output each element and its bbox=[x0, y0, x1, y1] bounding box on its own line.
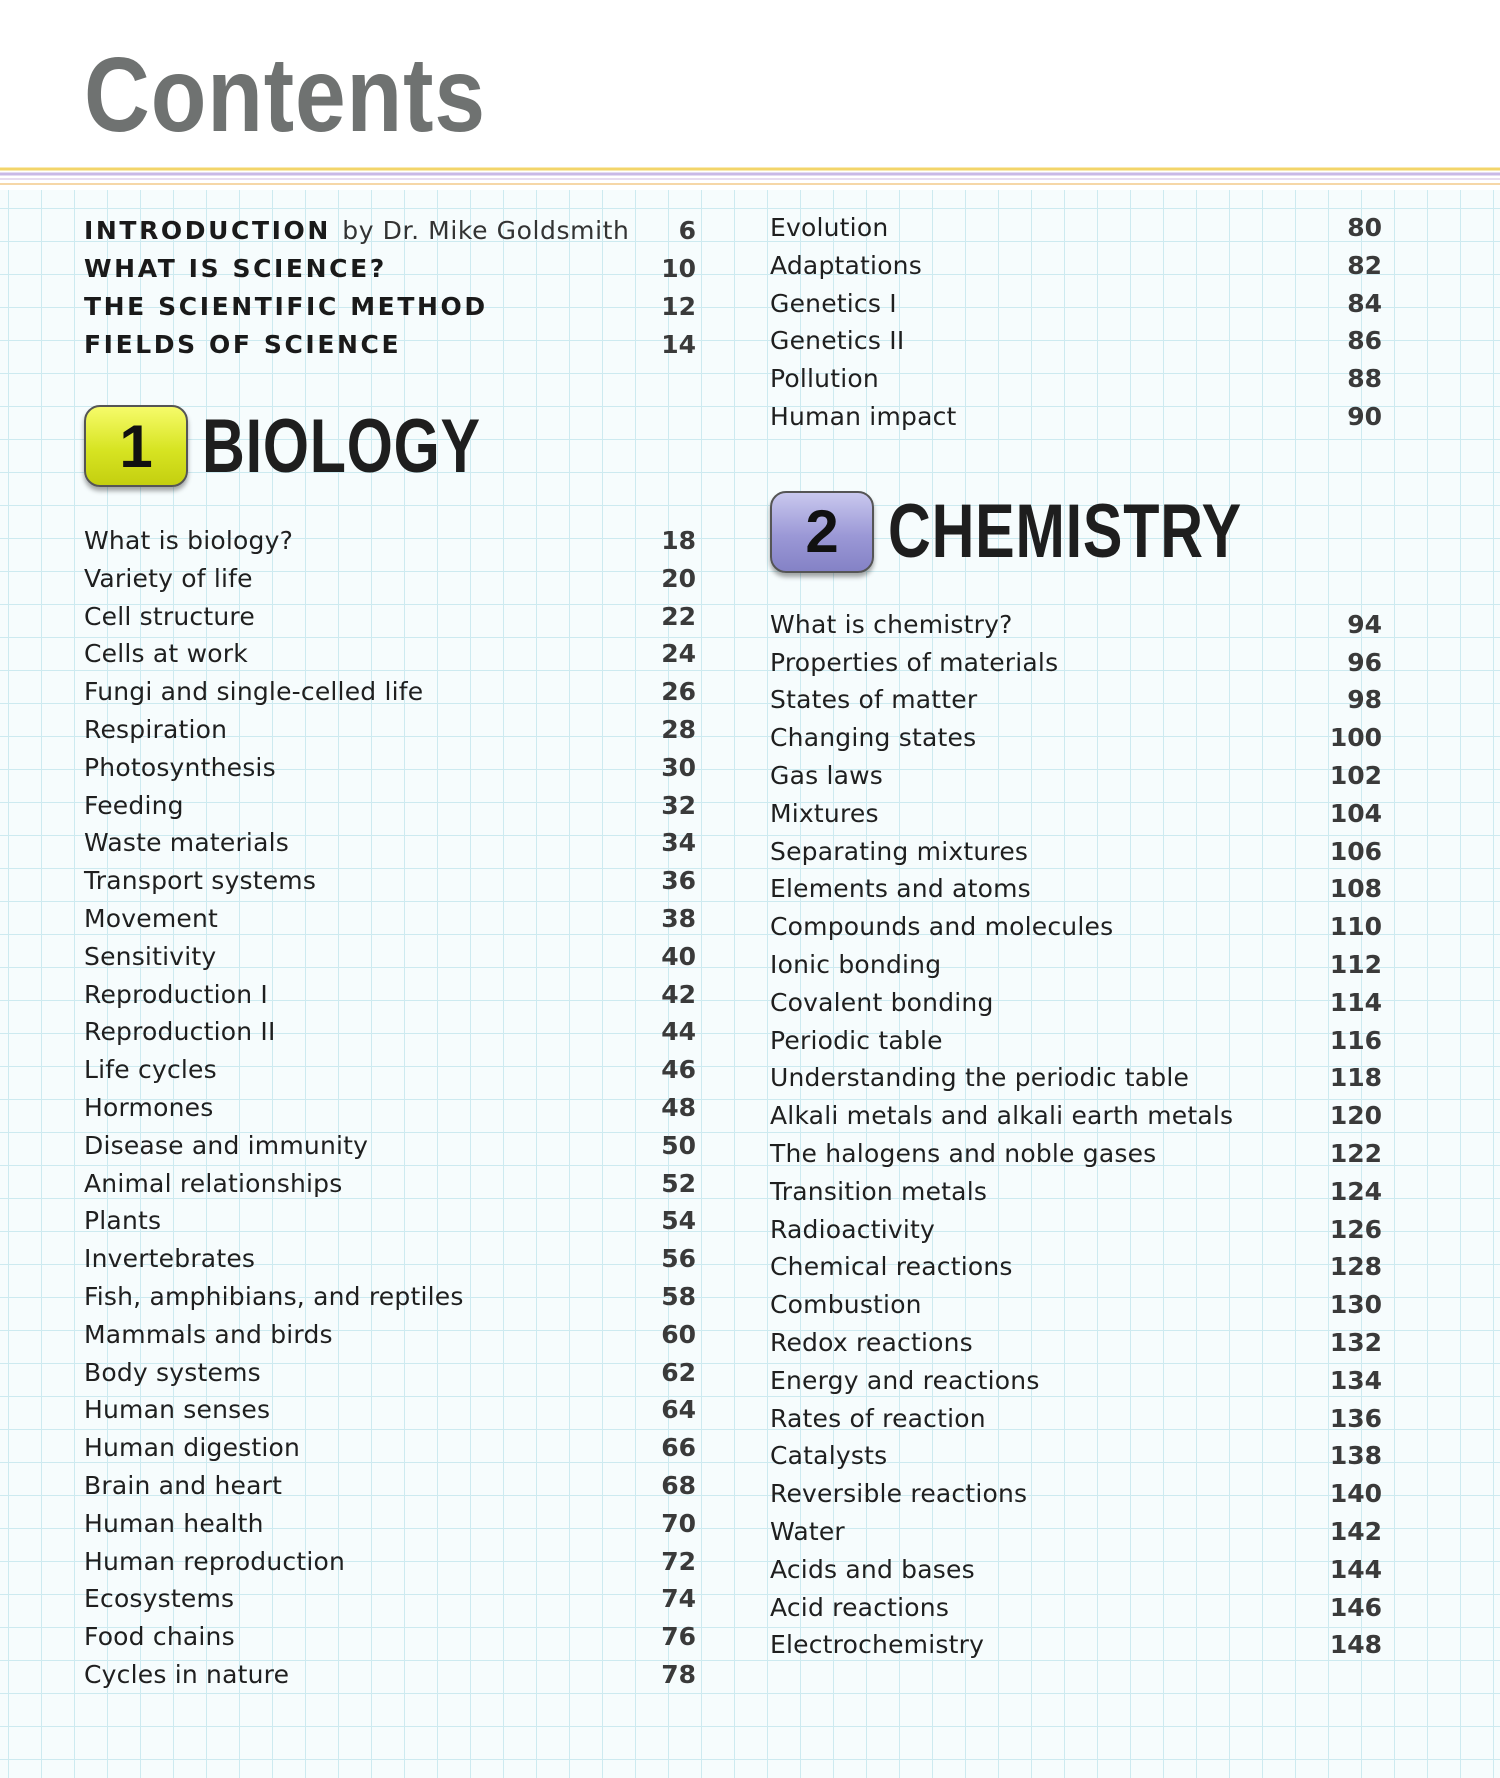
toc-entry[interactable] bbox=[770, 1063, 1382, 1101]
page-number: 136 bbox=[1329, 1403, 1382, 1433]
page-number: 62 bbox=[661, 1357, 696, 1387]
entry-title: Catalysts bbox=[770, 1441, 888, 1471]
entry-title: Invertebrates bbox=[84, 1244, 256, 1274]
toc-entry[interactable] bbox=[770, 988, 1382, 1026]
entry-title: Movement bbox=[84, 903, 219, 933]
page-number: 126 bbox=[1329, 1214, 1382, 1244]
page-number: 70 bbox=[661, 1508, 696, 1538]
page-number: 118 bbox=[1329, 1063, 1382, 1093]
toc-entry[interactable] bbox=[84, 1169, 696, 1207]
toc-entry[interactable] bbox=[770, 1215, 1382, 1253]
front-matter-row[interactable] bbox=[84, 330, 696, 368]
toc-entry[interactable] bbox=[84, 602, 696, 640]
toc-entry[interactable] bbox=[84, 1547, 696, 1585]
entry-title: Evolution bbox=[770, 213, 889, 242]
page-number: 18 bbox=[661, 526, 696, 555]
page-number: 94 bbox=[1347, 609, 1382, 639]
toc-entry[interactable] bbox=[84, 1509, 696, 1547]
chemistry-entry-list bbox=[770, 610, 1382, 1668]
toc-entry[interactable] bbox=[84, 1358, 696, 1396]
toc-entry[interactable] bbox=[84, 1584, 696, 1622]
page-number: 10 bbox=[661, 254, 696, 283]
entry-title: Respiration bbox=[84, 714, 228, 744]
page-number: 108 bbox=[1329, 874, 1382, 904]
page-number: 24 bbox=[661, 639, 696, 669]
page-number: 30 bbox=[661, 752, 696, 782]
entry-title: Alkali metals and alkali earth metals bbox=[770, 1101, 1234, 1131]
toc-entry[interactable] bbox=[84, 828, 696, 866]
entry-title: Fish, amphibians, and reptiles bbox=[84, 1281, 464, 1311]
page-number: 42 bbox=[661, 979, 696, 1009]
toc-entry[interactable] bbox=[84, 1320, 696, 1358]
page-number: 64 bbox=[661, 1395, 696, 1425]
page-number: 120 bbox=[1329, 1101, 1382, 1131]
entry-title: Elements and atoms bbox=[770, 874, 1031, 904]
entry-title: Human reproduction bbox=[84, 1546, 346, 1576]
entry-title: Human health bbox=[84, 1508, 264, 1538]
entry-title: Human impact bbox=[770, 401, 957, 431]
toc-entry[interactable] bbox=[770, 1404, 1382, 1442]
page-number: 110 bbox=[1329, 912, 1382, 942]
toc-entry[interactable] bbox=[770, 1593, 1382, 1631]
entry-title: Compounds and molecules bbox=[770, 912, 1114, 942]
page-number: 132 bbox=[1329, 1327, 1382, 1357]
entry-title: Rates of reaction bbox=[770, 1403, 986, 1433]
entry-title: Radioactivity bbox=[770, 1214, 936, 1244]
page-number: 106 bbox=[1329, 836, 1382, 866]
toc-entry[interactable] bbox=[770, 761, 1382, 799]
toc-entry[interactable] bbox=[84, 1131, 696, 1169]
toc-entry[interactable] bbox=[84, 1282, 696, 1320]
entry-title: Transition metals bbox=[770, 1176, 988, 1206]
entry-title: Pollution bbox=[770, 364, 879, 394]
entry-title: Covalent bonding bbox=[770, 987, 994, 1017]
toc-entry[interactable] bbox=[770, 1479, 1382, 1517]
page-number: 88 bbox=[1347, 364, 1382, 394]
page-number: 112 bbox=[1329, 949, 1382, 979]
entry-title: Photosynthesis bbox=[84, 752, 276, 782]
entry-title: Life cycles bbox=[84, 1055, 217, 1085]
entry-title: What is chemistry? bbox=[770, 609, 1013, 639]
entry-title: Ecosystems bbox=[84, 1584, 235, 1614]
entry-title: Variety of life bbox=[84, 563, 253, 593]
toc-entry[interactable] bbox=[84, 866, 696, 904]
page-number: 102 bbox=[1329, 760, 1382, 790]
toc-entry[interactable] bbox=[84, 1017, 696, 1055]
toc-entry[interactable] bbox=[770, 1101, 1382, 1139]
page-number: 68 bbox=[661, 1470, 696, 1500]
toc-entry[interactable] bbox=[770, 1177, 1382, 1215]
toc-entry[interactable] bbox=[770, 326, 1382, 364]
toc-entry[interactable] bbox=[84, 1471, 696, 1509]
entry-title: Transport systems bbox=[84, 866, 317, 896]
toc-entry[interactable] bbox=[770, 1252, 1382, 1290]
page-number: 90 bbox=[1347, 401, 1382, 431]
page-number: 146 bbox=[1329, 1592, 1382, 1622]
toc-entry[interactable] bbox=[770, 648, 1382, 686]
page-number: 50 bbox=[661, 1130, 696, 1160]
toc-entry[interactable] bbox=[770, 874, 1382, 912]
entry-title: The halogens and noble gases bbox=[770, 1138, 1157, 1168]
entry-title: What is biology? bbox=[84, 526, 294, 555]
front-matter-row[interactable] bbox=[84, 292, 696, 330]
entry-title: Cell structure bbox=[84, 601, 255, 631]
page-number: 12 bbox=[661, 292, 696, 321]
entry-title: Electrochemistry bbox=[770, 1630, 985, 1660]
toc-entry[interactable] bbox=[770, 251, 1382, 289]
entry-title: Reproduction I bbox=[84, 979, 268, 1009]
entry-title: Energy and reactions bbox=[770, 1365, 1040, 1395]
page-number: 82 bbox=[1347, 250, 1382, 280]
biology-section-title: BIOLOGY bbox=[202, 403, 481, 489]
page-number: 22 bbox=[661, 601, 696, 631]
toc-entry[interactable] bbox=[770, 402, 1382, 440]
toc-entry[interactable] bbox=[770, 364, 1382, 402]
entry-title: Reversible reactions bbox=[770, 1479, 1028, 1509]
entry-title: Cells at work bbox=[84, 639, 248, 669]
toc-entry[interactable] bbox=[84, 1206, 696, 1244]
page-number: 76 bbox=[661, 1622, 696, 1652]
page-number: 66 bbox=[661, 1433, 696, 1463]
page-number: 46 bbox=[661, 1055, 696, 1085]
entry-title: Genetics II bbox=[770, 326, 905, 356]
front-matter-row[interactable] bbox=[84, 254, 696, 292]
page-number: 114 bbox=[1329, 987, 1382, 1017]
page-number: 60 bbox=[661, 1319, 696, 1349]
page-number: 130 bbox=[1329, 1290, 1382, 1320]
chemistry-number-badge: 2 bbox=[770, 491, 874, 573]
page-number: 142 bbox=[1329, 1516, 1382, 1546]
entry-title: Sensitivity bbox=[84, 941, 217, 971]
entry-title: Food chains bbox=[84, 1622, 235, 1652]
toc-entry[interactable] bbox=[770, 1441, 1382, 1479]
page-number: 104 bbox=[1329, 798, 1382, 828]
toc-entry[interactable] bbox=[770, 1139, 1382, 1177]
toc-entry[interactable] bbox=[770, 213, 1382, 251]
entry-title: Human digestion bbox=[84, 1433, 301, 1463]
entry-title: Changing states bbox=[770, 723, 977, 753]
page-number: 48 bbox=[661, 1092, 696, 1122]
entry-title: Waste materials bbox=[84, 828, 289, 858]
page-number: 80 bbox=[1347, 213, 1382, 242]
page-number: 128 bbox=[1329, 1252, 1382, 1282]
page-number: 84 bbox=[1347, 288, 1382, 318]
toc-entry[interactable] bbox=[84, 1433, 696, 1471]
toc-entry[interactable] bbox=[84, 1244, 696, 1282]
biology-number-badge: 1 bbox=[84, 405, 188, 487]
toc-entry[interactable] bbox=[770, 1328, 1382, 1366]
page-number: 72 bbox=[661, 1546, 696, 1576]
page-number: 36 bbox=[661, 866, 696, 896]
entry-title: Reproduction II bbox=[84, 1017, 276, 1047]
entry-title: Properties of materials bbox=[770, 647, 1059, 677]
page-title: Contents bbox=[84, 36, 486, 154]
page-number: 122 bbox=[1329, 1138, 1382, 1168]
toc-entry[interactable] bbox=[84, 753, 696, 791]
entry-title: Animal relationships bbox=[84, 1168, 343, 1198]
toc-entry[interactable] bbox=[770, 950, 1382, 988]
page-number: 20 bbox=[661, 563, 696, 593]
front-matter-title: INTRODUCTION bbox=[84, 216, 331, 245]
entry-title: Mixtures bbox=[770, 798, 879, 828]
toc-entry[interactable] bbox=[770, 685, 1382, 723]
page-number: 6 bbox=[678, 216, 696, 245]
page-number: 100 bbox=[1329, 723, 1382, 753]
toc-entry[interactable] bbox=[84, 564, 696, 602]
biology-entry-list bbox=[84, 526, 696, 1698]
toc-entry[interactable] bbox=[770, 1366, 1382, 1404]
toc-entry[interactable] bbox=[84, 980, 696, 1018]
toc-entry[interactable] bbox=[84, 791, 696, 829]
entry-title: Gas laws bbox=[770, 760, 884, 790]
toc-entry[interactable] bbox=[770, 1555, 1382, 1593]
contents-left-column bbox=[84, 216, 696, 1698]
front-matter-title: FIELDS OF SCIENCE bbox=[84, 330, 402, 359]
entry-title: Disease and immunity bbox=[84, 1130, 369, 1160]
toc-entry[interactable] bbox=[770, 723, 1382, 761]
entry-title: Water bbox=[770, 1516, 845, 1546]
toc-entry[interactable] bbox=[84, 677, 696, 715]
entry-title: Separating mixtures bbox=[770, 836, 1029, 866]
entry-title: Mammals and birds bbox=[84, 1319, 333, 1349]
entry-title: Adaptations bbox=[770, 250, 922, 280]
page-number: 96 bbox=[1347, 647, 1382, 677]
toc-entry[interactable] bbox=[84, 1622, 696, 1660]
entry-title: Plants bbox=[84, 1206, 162, 1236]
toc-entry[interactable] bbox=[84, 1055, 696, 1093]
entry-title: Brain and heart bbox=[84, 1470, 283, 1500]
entry-title: Hormones bbox=[84, 1092, 214, 1122]
toc-entry[interactable] bbox=[84, 1395, 696, 1433]
front-matter-title: WHAT IS SCIENCE? bbox=[84, 254, 387, 283]
page-number: 26 bbox=[661, 677, 696, 707]
page-number: 28 bbox=[661, 714, 696, 744]
entry-title: Human senses bbox=[84, 1395, 271, 1425]
toc-entry[interactable] bbox=[84, 639, 696, 677]
page-number: 144 bbox=[1329, 1554, 1382, 1584]
entry-title: Periodic table bbox=[770, 1025, 943, 1055]
entry-title: Genetics I bbox=[770, 288, 897, 318]
page-number: 40 bbox=[661, 941, 696, 971]
page-number: 56 bbox=[661, 1244, 696, 1274]
entry-title: Ionic bonding bbox=[770, 949, 942, 979]
page-number: 86 bbox=[1347, 326, 1382, 356]
entry-title: Redox reactions bbox=[770, 1327, 973, 1357]
toc-entry[interactable] bbox=[770, 610, 1382, 648]
page-number: 52 bbox=[661, 1168, 696, 1198]
header-rule bbox=[0, 166, 1500, 188]
entry-title: Combustion bbox=[770, 1290, 922, 1320]
toc-entry[interactable] bbox=[770, 289, 1382, 327]
page-number: 58 bbox=[661, 1281, 696, 1311]
contents-right-column bbox=[770, 213, 1382, 1668]
entry-title: States of matter bbox=[770, 685, 978, 715]
header bbox=[0, 0, 1500, 175]
toc-entry[interactable] bbox=[84, 1093, 696, 1131]
front-matter-author: by Dr. Mike Goldsmith bbox=[342, 216, 630, 245]
page-number: 32 bbox=[661, 790, 696, 820]
page-number: 124 bbox=[1329, 1176, 1382, 1206]
toc-entry[interactable] bbox=[770, 837, 1382, 875]
entry-title: Understanding the periodic table bbox=[770, 1063, 1190, 1093]
toc-entry[interactable] bbox=[770, 799, 1382, 837]
entry-title: Chemical reactions bbox=[770, 1252, 1013, 1282]
toc-entry[interactable] bbox=[770, 1026, 1382, 1064]
page-number: 54 bbox=[661, 1206, 696, 1236]
entry-title: Acid reactions bbox=[770, 1592, 950, 1622]
entry-title: Fungi and single-celled life bbox=[84, 677, 424, 707]
page-number: 116 bbox=[1329, 1025, 1382, 1055]
page-number: 138 bbox=[1329, 1441, 1382, 1471]
page-number: 14 bbox=[661, 330, 696, 359]
toc-entry[interactable] bbox=[84, 904, 696, 942]
page-number: 78 bbox=[661, 1659, 696, 1689]
biology-section-header bbox=[84, 396, 696, 496]
page-number: 98 bbox=[1347, 685, 1382, 715]
entry-title: Body systems bbox=[84, 1357, 261, 1387]
toc-entry[interactable] bbox=[84, 1660, 696, 1698]
page-number: 134 bbox=[1329, 1365, 1382, 1395]
biology-continued-list bbox=[770, 213, 1382, 440]
entry-title: Cycles in nature bbox=[84, 1659, 290, 1689]
front-matter-row[interactable] bbox=[84, 216, 696, 254]
toc-entry[interactable] bbox=[770, 1290, 1382, 1328]
page-number: 74 bbox=[661, 1584, 696, 1614]
chemistry-section-header bbox=[770, 482, 1382, 582]
page-number: 38 bbox=[661, 903, 696, 933]
toc-entry[interactable] bbox=[84, 715, 696, 753]
front-matter-title: THE SCIENTIFIC METHOD bbox=[84, 292, 488, 321]
page-number: 140 bbox=[1329, 1479, 1382, 1509]
toc-entry[interactable] bbox=[770, 1630, 1382, 1668]
entry-title: Acids and bases bbox=[770, 1554, 975, 1584]
page-number: 34 bbox=[661, 828, 696, 858]
toc-entry[interactable] bbox=[770, 912, 1382, 950]
toc-entry[interactable] bbox=[84, 526, 696, 564]
toc-entry[interactable] bbox=[770, 1517, 1382, 1555]
page-number: 44 bbox=[661, 1017, 696, 1047]
page-number: 148 bbox=[1329, 1630, 1382, 1660]
entry-title: Feeding bbox=[84, 790, 184, 820]
chemistry-section-title: CHEMISTRY bbox=[888, 489, 1242, 575]
toc-entry[interactable] bbox=[84, 942, 696, 980]
